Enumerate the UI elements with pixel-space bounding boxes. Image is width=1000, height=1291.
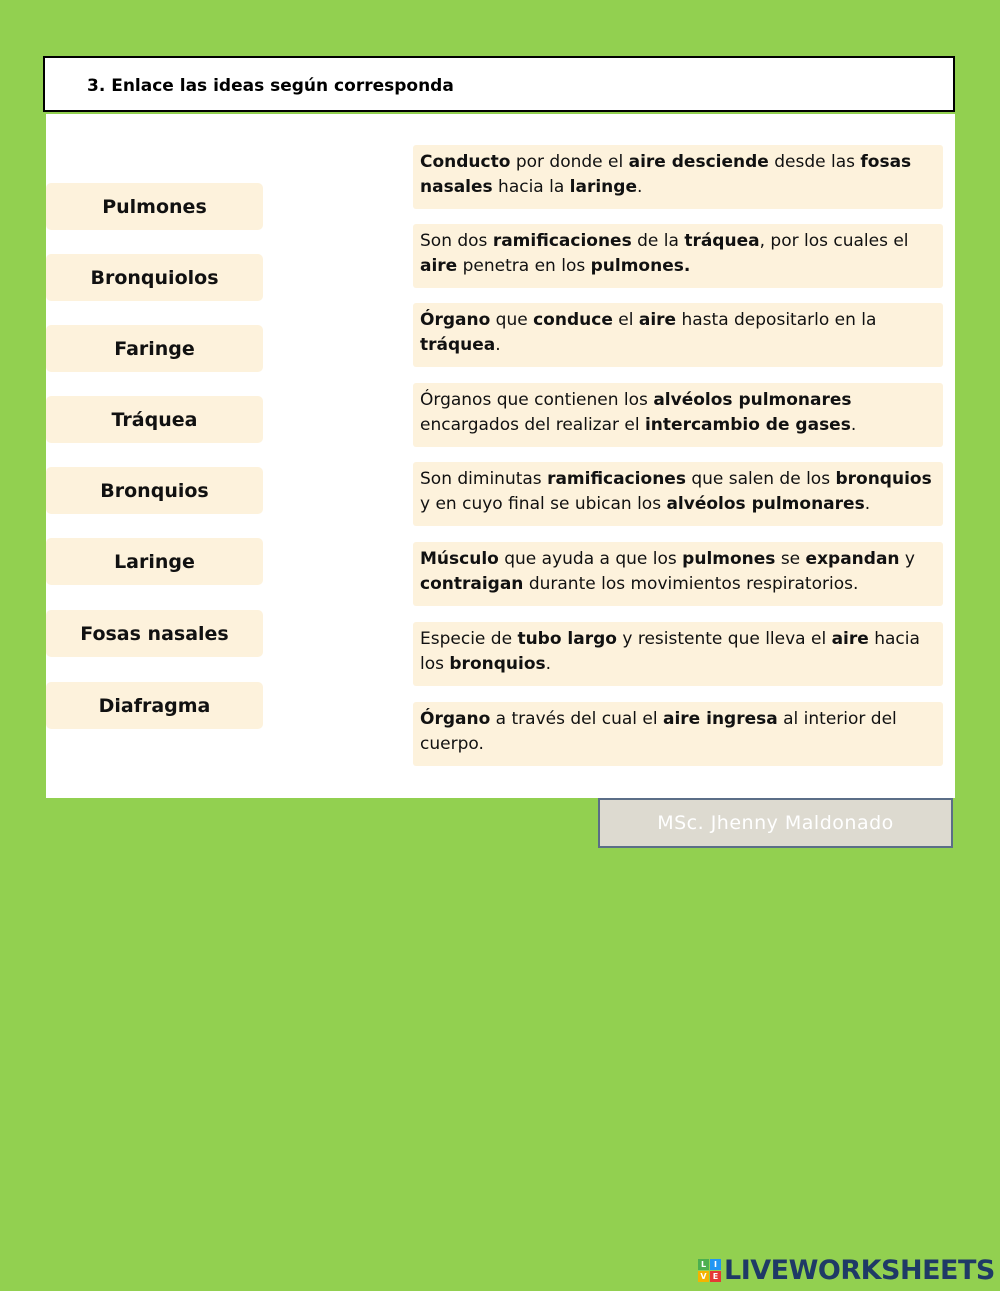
- definition-item[interactable]: [413, 702, 943, 766]
- definition-keyword: Conducto: [420, 152, 511, 172]
- definition-keyword: Órgano: [420, 709, 491, 729]
- definition-keyword: alvéolos pulmonares: [666, 494, 865, 514]
- definition-text: Órganos que contienen los: [420, 390, 654, 410]
- definition-keyword: bronquios: [449, 654, 546, 674]
- definition-text: .: [545, 654, 552, 674]
- definition-keyword: conduce: [533, 310, 613, 330]
- logo-mark-icon: [698, 1259, 721, 1282]
- definition-keyword: aire ingresa: [662, 709, 778, 729]
- definition-keyword: laringe: [569, 177, 637, 197]
- author-credit: MSc. Jhenny Maldonado: [598, 798, 953, 848]
- definition-text: de la: [631, 231, 685, 251]
- definition-text: y resistente que lleva el: [616, 629, 832, 649]
- definition-text: .: [864, 494, 871, 514]
- definition-text: .: [495, 335, 501, 355]
- definition-keyword: ramificaciones: [492, 231, 632, 251]
- definition-text: Son dos: [420, 231, 493, 251]
- definition-text: .: [636, 177, 643, 197]
- definition-text: penetra en los: [457, 256, 591, 276]
- definition-text: a través del cual el: [490, 709, 663, 729]
- definition-keyword: aire: [420, 256, 458, 276]
- definition-text: se: [775, 549, 806, 569]
- definition-text: durante los movimientos respiratorios.: [523, 574, 859, 594]
- definition-keyword: aire desciende: [628, 152, 769, 172]
- definition-keyword: contraigan: [420, 574, 524, 594]
- definition-keyword: Músculo: [420, 549, 499, 569]
- definition-keyword: Órgano: [420, 310, 491, 330]
- definition-text: que: [490, 310, 534, 330]
- instruction-box: [43, 56, 955, 112]
- definition-keyword: alvéolos pulmonares: [653, 390, 852, 410]
- definition-keyword: aire: [831, 629, 869, 649]
- definition-text: .: [850, 415, 857, 435]
- definition-text: que salen de los: [685, 469, 836, 489]
- term-item[interactable]: Tráquea: [46, 396, 263, 443]
- term-item[interactable]: Laringe: [46, 538, 263, 585]
- definition-keyword: aire: [638, 310, 677, 330]
- definition-keyword: bronquios: [835, 469, 932, 489]
- definition-text: encargados del realizar el: [420, 415, 645, 435]
- definition-text: Son diminutas: [420, 469, 548, 489]
- instruction-title: 3. Enlace las ideas según corresponda: [87, 76, 454, 96]
- definition-text: hacia los: [420, 629, 920, 674]
- definition-text: y: [899, 549, 915, 569]
- definition-text: al interior del cuerpo.: [420, 709, 897, 754]
- term-item[interactable]: Faringe: [46, 325, 263, 372]
- liveworksheets-logo: [698, 1254, 995, 1286]
- definition-keyword: fosas nasales: [420, 152, 912, 197]
- definition-text: y en cuyo final se ubican los: [420, 494, 667, 514]
- definition-item[interactable]: [413, 383, 943, 447]
- definition-item[interactable]: [413, 622, 943, 686]
- term-item[interactable]: Bronquiolos: [46, 254, 263, 301]
- definition-keyword: pulmones: [682, 549, 776, 569]
- logo-mark-tile: I: [710, 1259, 721, 1270]
- definition-text: hasta depositarlo en la: [676, 310, 877, 330]
- definition-item[interactable]: [413, 303, 943, 367]
- term-item[interactable]: Bronquios: [46, 467, 263, 514]
- definition-text: por donde el: [510, 152, 629, 172]
- definition-text: el: [612, 310, 639, 330]
- definition-text: hacia la: [492, 177, 570, 197]
- definition-item[interactable]: [413, 462, 943, 526]
- definition-item[interactable]: [413, 145, 943, 209]
- logo-mark-tile: V: [698, 1271, 709, 1282]
- definition-keyword: intercambio de gases: [644, 415, 851, 435]
- definition-text: Especie de: [420, 629, 518, 649]
- definition-keyword: tráquea: [420, 335, 496, 355]
- definition-text: , por los cuales el: [759, 231, 909, 251]
- logo-mark-tile: L: [698, 1259, 709, 1270]
- logo-text: LIVEWORKSHEETS: [724, 1254, 995, 1286]
- definition-keyword: pulmones.: [590, 256, 691, 276]
- definition-keyword: tubo largo: [517, 629, 617, 649]
- definition-text: desde las: [768, 152, 861, 172]
- term-item[interactable]: Pulmones: [46, 183, 263, 230]
- term-item[interactable]: Fosas nasales: [46, 610, 263, 657]
- term-item[interactable]: Diafragma: [46, 682, 263, 729]
- definition-item[interactable]: [413, 542, 943, 606]
- definition-keyword: ramificaciones: [547, 469, 686, 489]
- definition-keyword: tráquea: [684, 231, 760, 251]
- definition-item[interactable]: [413, 224, 943, 288]
- logo-mark-tile: E: [710, 1271, 721, 1282]
- definition-text: que ayuda a que los: [498, 549, 683, 569]
- definition-keyword: expandan: [805, 549, 900, 569]
